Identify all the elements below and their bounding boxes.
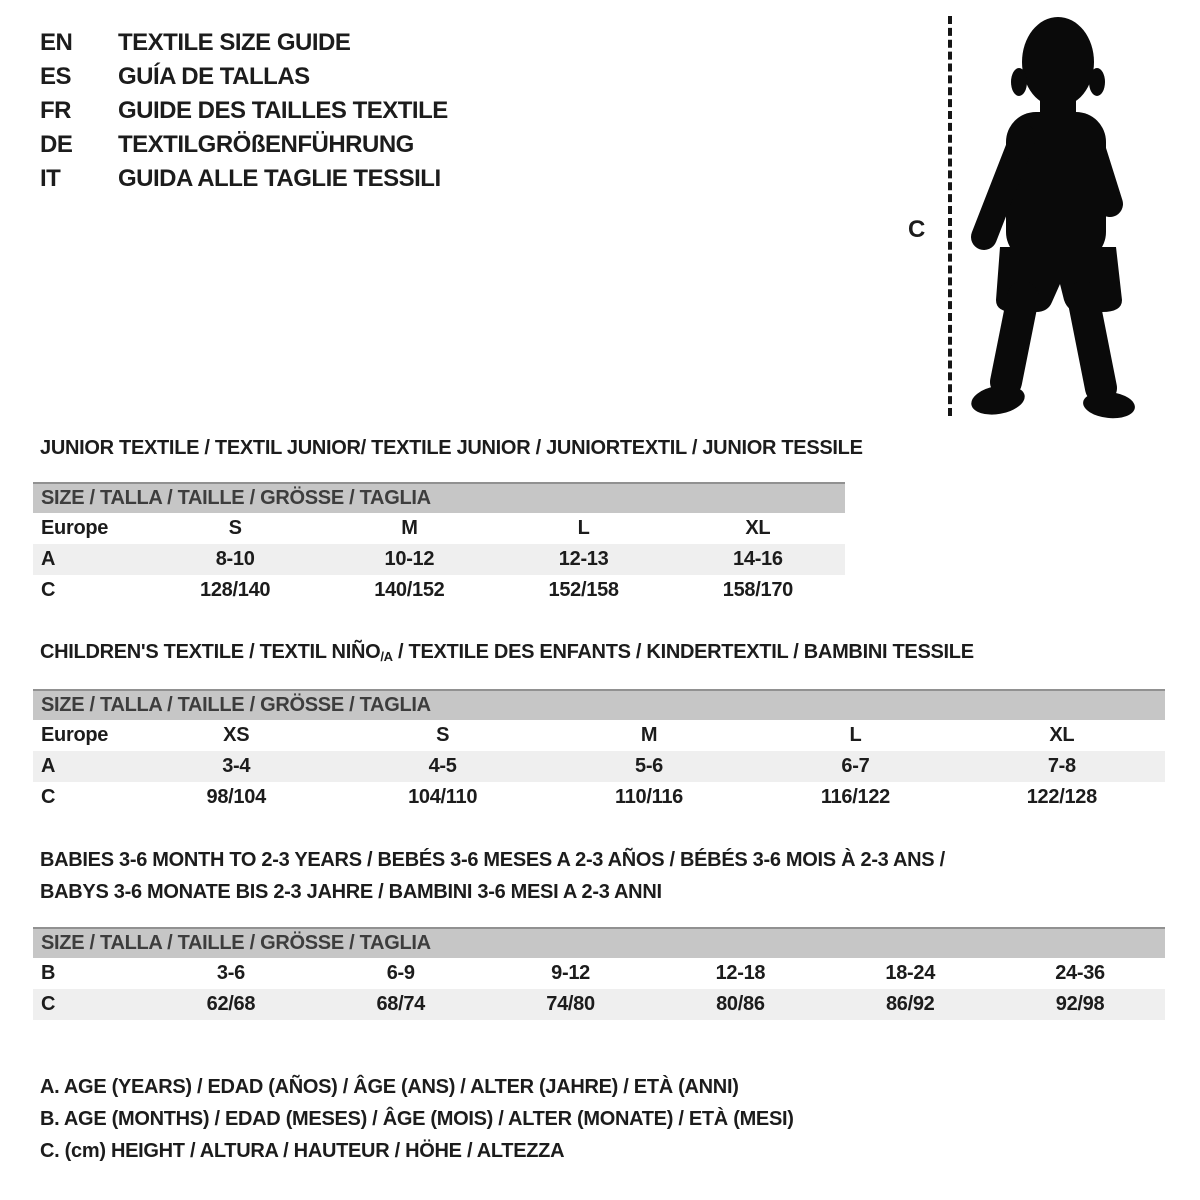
children-title-sub: /A <box>380 649 393 664</box>
value-cell: 116/122 <box>820 786 890 808</box>
language-row <box>40 60 448 94</box>
value-cell: 24-36 <box>1055 962 1105 984</box>
language-code: ES <box>40 63 72 90</box>
language-guide-title: TEXTILGRÖßENFÜHRUNG <box>118 131 414 158</box>
language-guide-title: GUIDE DES TAILLES TEXTILE <box>118 97 448 124</box>
table-row <box>33 513 845 544</box>
table-row <box>33 958 1165 989</box>
height-measure-dashed-line <box>948 16 952 416</box>
babies-size-table <box>33 927 1165 1020</box>
value-cell: 80/86 <box>716 993 765 1015</box>
value-cell: 86/92 <box>885 993 935 1015</box>
value-cell: 12-18 <box>715 962 766 984</box>
value-cell: 7-8 <box>1047 755 1076 777</box>
value-cell: 8-10 <box>215 548 255 570</box>
language-code: EN <box>40 29 73 56</box>
language-guide-title: GUIDA ALLE TAGLIE TESSILI <box>118 165 441 192</box>
value-cell: 122/128 <box>1026 786 1097 808</box>
value-cell: 62/68 <box>206 993 256 1015</box>
row-label-cell: B <box>41 962 56 984</box>
table-row <box>33 751 1165 782</box>
table-row <box>33 989 1165 1020</box>
children-title-main: CHILDREN'S TEXTILE / TEXTIL NIÑO <box>40 641 381 663</box>
baby-silhouette-shapes <box>969 17 1136 421</box>
row-label-cell: A <box>41 548 56 570</box>
junior-section-title: JUNIOR TEXTILE / TEXTIL JUNIOR/ TEXTILE JUNIOR / JUNIORTEXTIL / JUNIOR TESSILE <box>40 437 863 459</box>
value-cell: 18-24 <box>885 962 936 984</box>
value-cell: 152/158 <box>548 579 619 601</box>
language-row <box>40 26 448 60</box>
value-cell: 3-4 <box>222 755 251 777</box>
value-cell: 128/140 <box>200 579 271 601</box>
value-cell: S <box>228 517 242 539</box>
language-guide-title: GUÍA DE TALLAS <box>118 63 310 90</box>
value-cell: 68/74 <box>376 993 426 1015</box>
value-cell: 3-6 <box>216 962 245 984</box>
row-label-cell: C <box>41 993 56 1015</box>
value-cell: 6-9 <box>386 962 415 984</box>
legend-line: C. (cm) HEIGHT / ALTURA / HAUTEUR / HÖHE / ALTEZZA <box>40 1140 565 1162</box>
language-title-list <box>40 26 448 196</box>
size-header-bar: SIZE / TALLA / TAILLE / GRÖSSE / TAGLIA <box>33 689 1165 720</box>
value-cell: 110/116 <box>615 786 684 808</box>
value-cell: M <box>640 724 658 746</box>
table-row <box>33 575 845 606</box>
baby-silhouette <box>966 12 1140 422</box>
value-cell: 92/98 <box>1055 993 1105 1015</box>
row-label-cell: C <box>41 579 56 601</box>
row-label-cell: Europe <box>41 724 109 746</box>
value-cell: XL <box>1049 724 1075 746</box>
language-guide-title: TEXTILE SIZE GUIDE <box>118 29 351 56</box>
table-row <box>33 782 1165 813</box>
row-label-cell: A <box>41 755 56 777</box>
language-code: IT <box>40 165 61 192</box>
value-cell: 158/170 <box>722 579 793 601</box>
table-row <box>33 720 1165 751</box>
size-header-bar: SIZE / TALLA / TAILLE / GRÖSSE / TAGLIA <box>33 927 1165 958</box>
height-measure-label: C <box>908 216 926 243</box>
children-section-title <box>40 641 974 664</box>
value-cell: 140/152 <box>374 579 445 601</box>
value-cell: 4-5 <box>428 755 457 777</box>
junior-size-table <box>33 482 845 606</box>
value-cell: XL <box>745 517 771 539</box>
value-cell: 10-12 <box>384 548 435 570</box>
row-label-cell: Europe <box>41 517 109 539</box>
children-title-rest: / TEXTILE DES ENFANTS / KINDERTEXTIL / BAMBINI TESSILE <box>392 641 974 663</box>
legend-line: A. AGE (YEARS) / EDAD (AÑOS) / ÂGE (ANS) / ALTER (JAHRE) / ETÀ (ANNI) <box>40 1076 739 1098</box>
value-cell: 98/104 <box>206 786 266 808</box>
row-label-cell: C <box>41 786 56 808</box>
size-header-bar: SIZE / TALLA / TAILLE / GRÖSSE / TAGLIA <box>33 482 845 513</box>
value-cell: 9-12 <box>551 962 590 984</box>
value-cell: 14-16 <box>733 548 783 570</box>
babies-section-title-line1: BABIES 3-6 MONTH TO 2-3 YEARS / BEBÉS 3-6 MESES A 2-3 AÑOS / BÉBÉS 3-6 MOIS À 2-3 ANS / <box>40 849 945 871</box>
value-cell: 12-13 <box>558 548 609 570</box>
babies-section-title-line2: BABYS 3-6 MONATE BIS 2-3 JAHRE / BAMBINI 3-6 MESI A 2-3 ANNI <box>40 881 662 903</box>
value-cell: 5-6 <box>635 755 664 777</box>
value-cell: L <box>849 724 862 746</box>
value-cell: L <box>577 517 590 539</box>
language-code: DE <box>40 131 73 158</box>
value-cell: M <box>401 517 418 539</box>
value-cell: S <box>436 724 450 746</box>
table-row <box>33 544 845 575</box>
language-code: FR <box>40 97 71 124</box>
measurement-legend <box>40 1071 794 1167</box>
legend-line: B. AGE (MONTHS) / EDAD (MESES) / ÂGE (MOIS) / ALTER (MONATE) / ETÀ (MESI) <box>40 1108 794 1130</box>
value-cell: 6-7 <box>841 755 870 777</box>
language-row <box>40 94 448 128</box>
value-cell: 104/110 <box>408 786 478 808</box>
value-cell: 74/80 <box>546 993 595 1015</box>
value-cell: XS <box>223 724 250 746</box>
language-row <box>40 162 448 196</box>
language-row <box>40 128 448 162</box>
children-size-table <box>33 689 1165 813</box>
